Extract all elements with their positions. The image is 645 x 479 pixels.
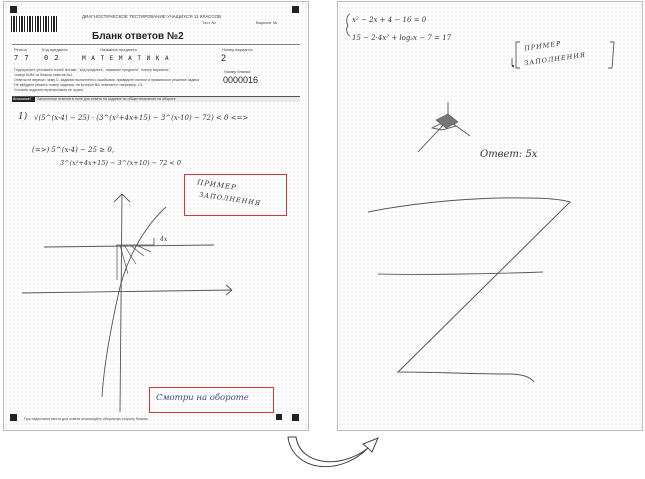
handwritten-line-1: √(5^(x-4) − 25) · (3^(x²+4x+15) − 3^(x-10) − 72) < 0 <=> [34,114,249,122]
section-tag: Внимание! [12,97,35,102]
subject-name-label: Название предмета [100,47,137,52]
section-text: Заполнение ответов в поле для ответа на задание по обществознанию на обороте [37,97,176,101]
sample-label-2: ЗАПОЛНЕНИЯ [523,50,587,68]
form-no-value: 2 [221,53,227,63]
equation-line-1: x² − 2x + 4 − 16 = 0 [352,16,427,24]
task-number: 1) [18,112,28,122]
handwritten-line-2a: (=>) 5^(x-4) − 25 ≥ 0, [32,146,115,154]
test-no-label: Тест № [202,20,216,25]
sample-label-1: ПРИМЕР [523,39,562,53]
sample-label-2: ЗАПОЛНЕНИЯ [198,190,262,208]
page-title: Бланк ответов №2 [92,31,184,42]
subject-name-value: М А Т Е М А Т И К А [82,55,170,62]
see-back-text: Смотри на обороте [156,393,249,403]
sample-label-1: ПРИМЕР [196,178,238,192]
variant-label: Вариант № [256,20,278,25]
equation-line-2: 15 − 2·4x² + log₂x − 7 = 17 [352,34,452,42]
graph-label: 4x [160,236,168,243]
form-code-value: 0000016 [223,75,259,85]
handwritten-line-2b: 3^(x²+4x+15) − 3^(x+10) − 72 < 0 [60,159,182,167]
header-line: ДИАГНОСТИЧЕСКОЕ ТЕСТИРОВАНИЕ УЧАЩИХСЯ 11 КЛАССОВ [82,14,222,19]
answer-text: Ответ: 5x [480,149,538,160]
instructions: Подчеркните условием полей 'вставь', 'код предмета', 'название предмета', 'номер варианта', 'номер КИМ' из бланка ответов №1. Ответы не верные: чему С, задание выполнено с ошибками, приведите полное и правильное решение задачи Не забудьте указать номер задания, на которое Вы отвечаете, например, С1. Условия задания переписывать не нужно. [14,68,200,92]
region-value: 7 7 [14,54,30,62]
form-code-label: Номер бланка [224,69,251,74]
footer-note: При недостатке места для ответа используйте оборотную сторону бланка [24,417,148,421]
region-label: Регион [14,47,27,52]
subject-code-value: 0 2 [44,54,60,62]
form-no-label: Номер варианта [222,47,253,52]
subject-code-label: Код предмета [42,47,68,52]
